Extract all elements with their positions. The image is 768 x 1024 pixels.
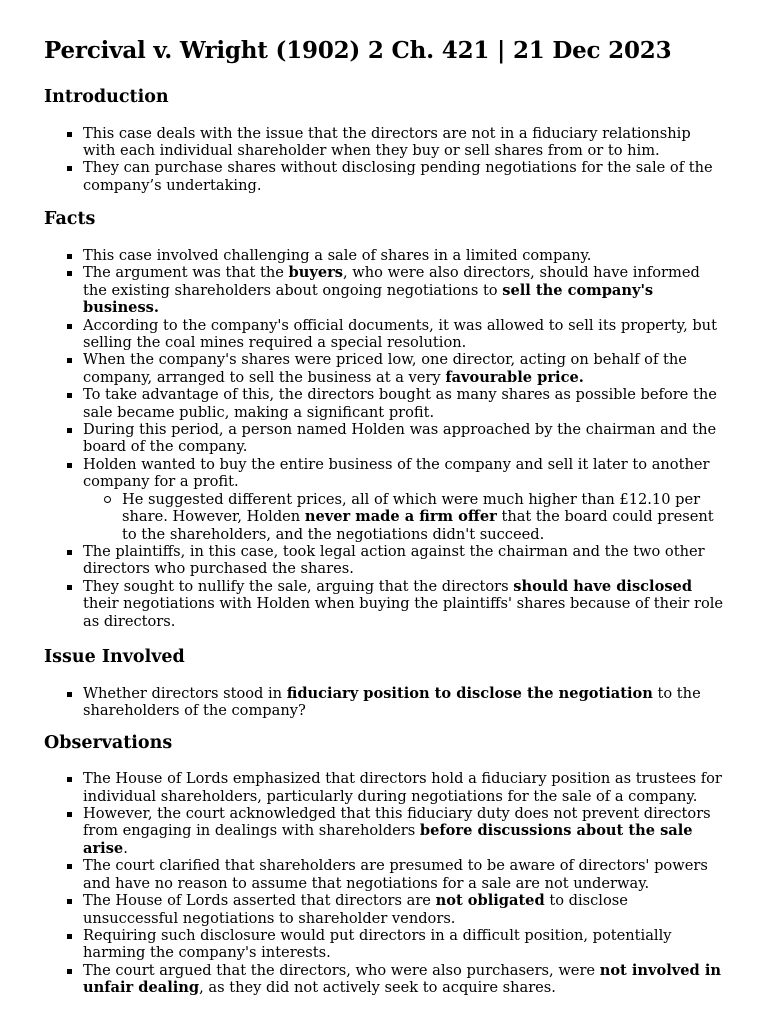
bold-text: sell the company's business. — [83, 281, 654, 317]
list-item-text: The court argued that the directors, who were also purchasers, were — [83, 961, 600, 979]
list-item-text: to the shareholders of the company? — [83, 684, 701, 720]
list-item — [83, 421, 724, 456]
square-bullet-icon — [67, 132, 72, 137]
list-item-text: This case involved challenging a sale of shares in a limited company. — [83, 247, 592, 265]
list-item-text: , who were also directors, should have informed the existing shareholders about ongoing negotiations to — [83, 264, 700, 299]
list-item — [83, 805, 724, 857]
square-bullet-icon — [67, 358, 72, 363]
square-bullet-icon — [67, 692, 72, 697]
square-bullet-icon — [67, 393, 72, 398]
square-bullet-icon — [67, 864, 72, 869]
bold-text: not obligated — [435, 892, 545, 910]
list-item-text: The plaintiffs, in this case, took legal action against the chairman and the two other directors who purchased the shares. — [83, 542, 705, 578]
list-item — [83, 857, 724, 892]
list-item-text: The argument was that the — [83, 264, 289, 282]
square-bullet-icon — [67, 585, 72, 590]
introduction-heading: Introduction — [44, 86, 169, 107]
list-item-text: Holden wanted to buy the entire business of the company and sell it later to another company for a profit. — [83, 455, 710, 491]
facts-section — [44, 208, 724, 630]
introduction-list — [44, 125, 724, 195]
issue-section — [44, 646, 724, 720]
bold-text: not involved in unfair dealing — [83, 961, 721, 997]
facts-list — [44, 247, 724, 630]
list-item — [83, 578, 724, 630]
bold-text: before discussions about the sale arise — [83, 822, 693, 857]
introduction-section — [44, 86, 724, 194]
square-bullet-icon — [67, 254, 72, 259]
list-item — [83, 125, 724, 160]
list-item — [83, 892, 724, 927]
bold-text: fiduciary position to disclose the negotiation — [286, 684, 653, 702]
bold-text: should have disclosed — [513, 577, 693, 595]
list-item-text: They sought to nullify the sale, arguing that the directors — [83, 577, 514, 595]
list-item — [83, 247, 724, 264]
issue-list — [44, 685, 724, 720]
list-item-text: to disclose unsuccessful negotiations to shareholder vendors. — [83, 892, 628, 927]
list-item-text: This case deals with the issue that the directors are not in a fiduciary relationship with each individual shareholder when they buy or sell shares from or to him. — [83, 124, 691, 160]
list-item-text: , as they did not actively seek to acquire shares. — [199, 979, 556, 997]
list-item-text: that the board could present to the shareholders, and the negotiations didn't succeed. — [122, 508, 714, 543]
square-bullet-icon — [67, 428, 72, 433]
square-bullet-icon — [67, 271, 72, 276]
observations-section — [44, 732, 724, 997]
list-item — [83, 159, 724, 194]
list-item-text: their negotiations with Holden when buying the plaintiffs' shares because of their role as directors. — [83, 595, 724, 630]
square-bullet-icon — [67, 777, 72, 782]
list-item-text: The court clarified that shareholders are presumed to be aware of directors' powers and have no reason to assume that negotiations for a sale are not underway. — [83, 857, 708, 892]
square-bullet-icon — [67, 812, 72, 817]
square-bullet-icon — [67, 899, 72, 904]
bold-text: never made a firm offer — [304, 508, 497, 526]
bold-text: favourable price. — [445, 368, 584, 386]
observations-list — [44, 770, 724, 996]
square-bullet-icon — [67, 969, 72, 974]
issue-heading: Issue Involved — [44, 646, 185, 667]
list-item-text: He suggested different prices, all of which were much higher than £12.10 per share. However, Holden — [122, 490, 701, 526]
list-item-text: The House of Lords emphasized that directors hold a fiduciary position as trustees for individual shareholders, particularly during negotiations for the sale of a company. — [83, 770, 722, 805]
sub-list-item — [122, 491, 724, 543]
square-bullet-icon — [67, 166, 72, 171]
list-item-text: . — [123, 839, 128, 857]
list-item-text: During this period, a person named Holden was approached by the chairman and the board of the company. — [83, 421, 717, 456]
observations-heading: Observations — [44, 732, 173, 753]
list-item — [83, 386, 724, 421]
list-item — [83, 770, 724, 805]
bold-text: buyers — [288, 264, 344, 282]
list-item — [83, 456, 724, 543]
facts-sublist — [83, 491, 724, 543]
square-bullet-icon — [67, 324, 72, 329]
list-item — [83, 543, 724, 578]
list-item — [83, 264, 724, 316]
list-item-text: They can purchase shares without disclosing pending negotiations for the sale of the company’s undertaking. — [83, 159, 713, 194]
list-item-text: Requiring such disclosure would put directors in a difficult position, potentially harming the company's interests. — [83, 926, 672, 962]
list-item — [83, 927, 724, 962]
list-item — [83, 351, 724, 386]
list-item-text: According to the company's official documents, it was allowed to sell its property, but selling the coal mines required a special resolution. — [83, 316, 717, 352]
list-item-text: Whether directors stood in — [83, 684, 287, 702]
square-bullet-icon — [67, 550, 72, 555]
list-item — [83, 962, 724, 997]
list-item-text: The House of Lords asserted that directors are — [83, 892, 436, 910]
list-item-text: However, the court acknowledged that this fiduciary duty does not prevent directors from engaging in dealings with shareholders — [83, 805, 711, 840]
list-item — [83, 685, 724, 720]
list-item — [83, 317, 724, 352]
square-bullet-icon — [67, 934, 72, 939]
page-title: Percival v. Wright (1902) 2 Ch. 421 | 21 Dec 2023 — [44, 37, 672, 64]
facts-heading: Facts — [44, 209, 96, 230]
circle-bullet-icon — [104, 496, 111, 503]
square-bullet-icon — [67, 463, 72, 468]
list-item-text: To take advantage of this, the directors bought as many shares as possible before the sale became public, making a significant profit. — [83, 386, 717, 421]
list-item-text: When the company's shares were priced low, one director, acting on behalf of the company, arranged to sell the business at a very — [83, 351, 687, 386]
